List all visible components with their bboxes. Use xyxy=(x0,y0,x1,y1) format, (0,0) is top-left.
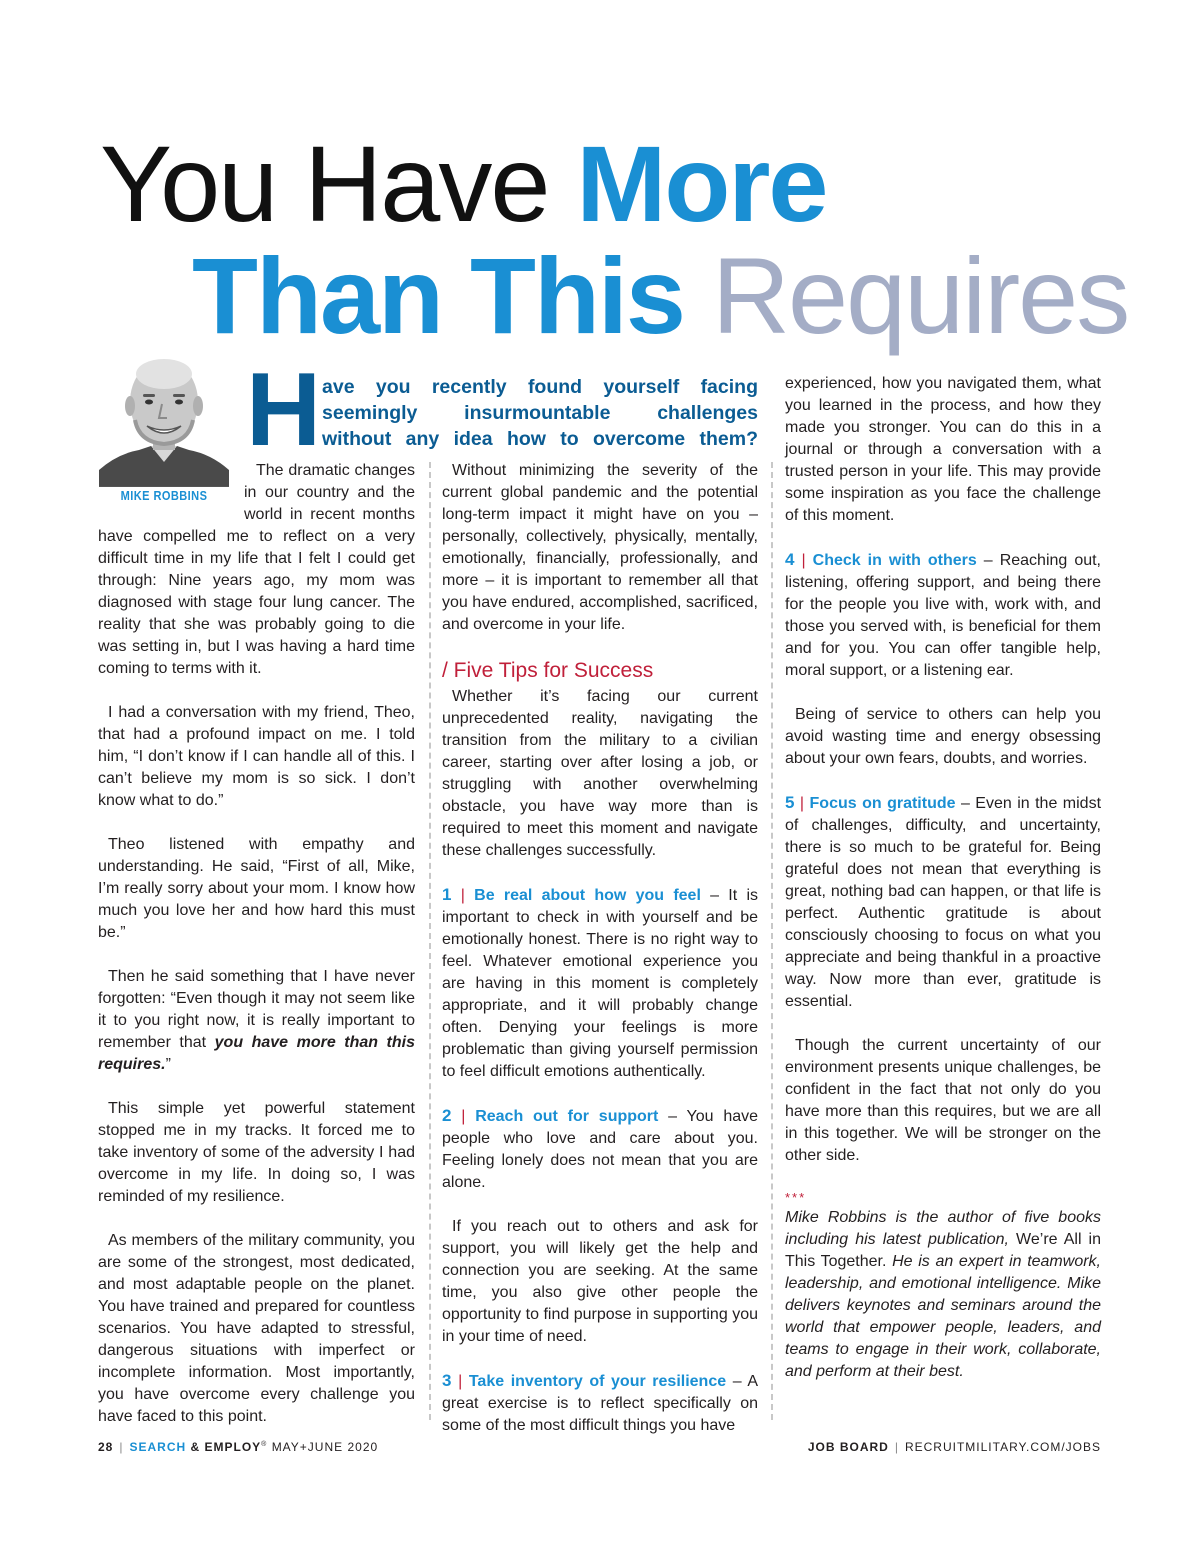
tip-separator: | xyxy=(451,1108,476,1125)
headline-part-2: More xyxy=(576,123,827,244)
tip-number: 5 xyxy=(785,793,795,812)
dropcap: H xyxy=(246,352,322,468)
column-divider xyxy=(771,462,773,1420)
deck-line: ave you recently found yourself facing xyxy=(322,376,758,398)
section-stars: *** xyxy=(785,1190,807,1205)
body-paragraph: Being of service to others can help you avoid wasting time and energy obsessing about your own fears, doubts, and worries. xyxy=(785,706,1101,767)
footer-left xyxy=(98,1440,378,1454)
tip-number: 1 xyxy=(442,885,452,904)
tip-number: 4 xyxy=(785,550,795,569)
body-paragraph: I had a conversation with my friend, Theo, that had a profound impact on me. I told him, “I don’t know if I can handle all of this. I can’t believe my mom is so sick. I don’t know what to do.” xyxy=(98,704,415,809)
headline-line-1 xyxy=(100,123,1160,244)
body-paragraph: experienced, how you navigated them, what you learned in the process, and how they made you stronger. You can do this in a journal or through a conversation with a trusted person in your life. This may provide some inspiration as you face the challenge of this moment. xyxy=(785,375,1101,524)
tip-number: 2 xyxy=(442,1106,452,1125)
issue-date: MAY+JUNE 2020 xyxy=(271,1440,379,1454)
headline-part-4: Requires xyxy=(684,235,1129,356)
tip-separator: | xyxy=(794,552,813,569)
body-text: ” xyxy=(165,1056,171,1073)
body-text: Then he said something that I have never forgotten: “Even though it may not seem like it to you right now, it is really important to remember that xyxy=(98,968,415,1051)
photo-wrap-space xyxy=(98,460,244,526)
body-paragraph: If you reach out to others and ask for support, you will likely get the help and connection you are seeking. At the same time, you also give other people the opportunity to find purpose in supporting you in your time of need. xyxy=(442,1218,758,1345)
column-divider xyxy=(429,462,431,1420)
headline xyxy=(100,123,1160,356)
tip-title: Reach out for support xyxy=(475,1108,659,1125)
footer-separator: | xyxy=(894,1440,899,1454)
deck xyxy=(322,374,758,452)
body-paragraph: Theo listened with empathy and understanding. He said, “First of all, Mike, I’m really sorry about your mom. I know how much you love her and how hard this must be.” xyxy=(98,836,415,941)
headline-part-1: You Have xyxy=(100,123,577,244)
footer-url[interactable]: RECRUITMILITARY.COM/JOBS xyxy=(904,1440,1101,1454)
author-bio xyxy=(785,1207,1101,1383)
tip-text: – It is important to check in with yourself and be emotionally honest. There is no right way to feel. Whatever emotional experience you are having in this moment is completely appropriate, and it will probably change often. Denying your feelings is more problematic than giving yourself permission to feel difficult emotions authentically. xyxy=(442,887,758,1080)
deck-line: without any idea how to overcome them? xyxy=(322,428,758,450)
headline-part-3: Than This xyxy=(192,235,684,356)
registered-mark: ® xyxy=(261,1441,268,1448)
tip-title: Be real about how you feel xyxy=(474,887,701,904)
tip-paragraph xyxy=(785,549,1101,682)
tip-number: 3 xyxy=(442,1371,452,1390)
body-paragraph: The dramatic changes in our country and the world in recent months have compelled me to reflect on a very difficult time in my life that I felt I could get through: Nine years ago, my mom was diagnosed with stage four lung cancer. The reality that she was probably going to die was setting in, but I was having a hard time coming to terms with it. xyxy=(98,462,415,677)
bio-text: Mike Robbins is the author of five books including his latest publication, xyxy=(785,1209,1101,1248)
tip-separator: | xyxy=(451,1373,469,1390)
section-heading: / Five Tips for Success xyxy=(442,659,654,682)
tip-paragraph xyxy=(442,1370,758,1437)
column-1 xyxy=(98,460,415,1450)
tip-separator: | xyxy=(451,887,475,904)
bio-text: He is an expert in teamwork, leadership, and emotional intelligence. Mike delivers keynotes and seminars around the world that empower people, leaders, and teams to engage in their work, collaborate, and perform at their best. xyxy=(785,1253,1101,1380)
body-paragraph xyxy=(98,966,415,1076)
quote-emphasis: you have more than this requires. xyxy=(98,1034,415,1073)
column-2 xyxy=(442,460,758,1459)
body-paragraph: Without minimizing the severity of the current global pandemic and the potential long-term impact it might have on you – personally, collectively, physically, mentally, emotionally, financially, professionally, and more – it is important to remember all that you have endured, accomplished, sacrificed, and overcome in your life. xyxy=(442,462,758,633)
column-3 xyxy=(785,373,1101,1405)
body-paragraph: Though the current uncertainty of our environment presents unique challenges, be confident in the fact that not only do you have more than this requires, but we are all in this together. We will be stronger on the other side. xyxy=(785,1037,1101,1164)
footer-separator: | xyxy=(119,1440,124,1454)
tip-text: – You have people who love and care about you. Feeling lonely does not mean that you are alone. xyxy=(442,1108,759,1191)
publication-name-a: SEARCH xyxy=(129,1440,187,1454)
tip-paragraph xyxy=(442,1105,758,1194)
tip-text: – Even in the midst of challenges, difficulty, and uncertainty, there is so much to be grateful for. Being grateful does not mean that everything is great, nothing bad can happen, or that life is perfect. Authentic gratitude is about consciously choosing to focus on what you appreciate and being thankful in a proactive way. Now more than ever, gratitude is essential. xyxy=(785,795,1102,1010)
author-name: MIKE ROBBINS xyxy=(120,488,208,503)
page-number: 28 xyxy=(98,1440,114,1454)
tip-separator: | xyxy=(794,795,810,812)
deck-line: seemingly insurmountable challenges xyxy=(322,402,758,424)
headline-line-2 xyxy=(100,235,1160,356)
footer-right xyxy=(808,1440,1101,1454)
body-paragraph: Whether it’s facing our current unprecedented reality, navigating the transition from the military to a civilian career, starting over after losing a job, or struggling with another overwhelming obstacle, you have way more than is required to meet this moment and navigate these challenges successfully. xyxy=(442,688,758,859)
body-paragraph: This simple yet powerful statement stopped me in my tracks. It forced me to take inventory of some of the adversity I had overcome in my life. In doing so, I was reminded of my resilience. xyxy=(98,1100,415,1205)
body-paragraph: As members of the military community, you are some of the strongest, most dedicated, and most adaptable people on the planet. You have trained and prepared for countless scenarios. You have adapted to stressful, dangerous situations with imperfect or incomplete information. Most importantly, you have overcome every challenge you have faced to this point. xyxy=(98,1232,415,1425)
tip-title: Take inventory of your resilience xyxy=(468,1373,727,1390)
bio-book-title: We’re All in This Together. xyxy=(785,1231,1102,1270)
tip-paragraph xyxy=(785,792,1101,1013)
publication-name-b: & EMPLOY xyxy=(190,1440,262,1454)
section-name: JOB BOARD xyxy=(807,1440,889,1454)
tip-paragraph xyxy=(442,884,758,1083)
tip-title: Focus on gratitude xyxy=(809,795,956,812)
tip-text: – A great exercise is to reflect specifically on some of the most difficult things you have xyxy=(442,1373,759,1434)
tip-title: Check in with others xyxy=(812,552,977,569)
tip-text: – Reaching out, listening, offering support, and being there for the people you live with, work with, and those you served with, is beneficial for them and for you. You can offer tangible help, moral support, or a listening ear. xyxy=(785,552,1102,679)
